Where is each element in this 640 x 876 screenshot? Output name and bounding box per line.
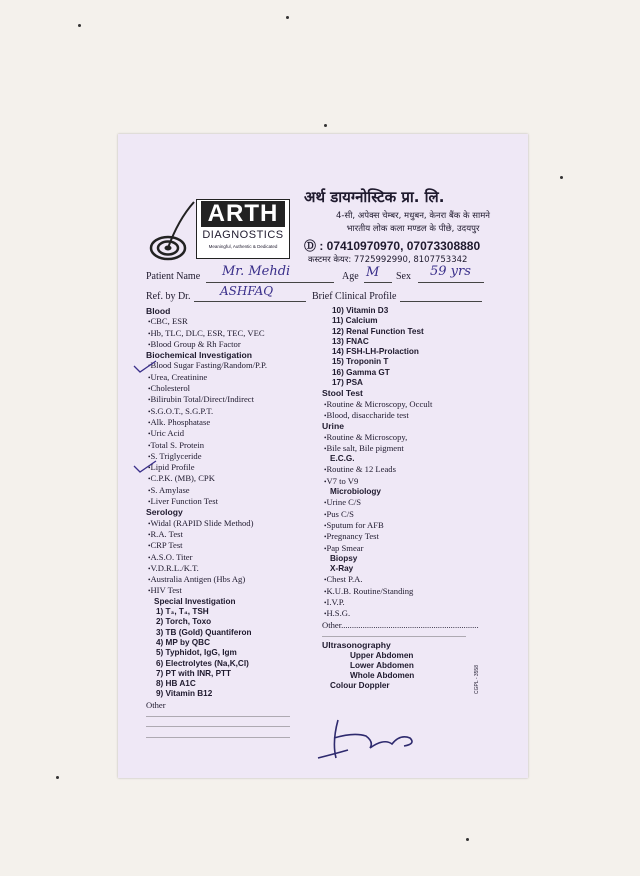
tick-mark-icon (132, 460, 158, 474)
test-item: • R.A. Test (146, 529, 336, 540)
test-item: • Cholesterol (146, 383, 336, 394)
test-item: • Liver Function Test (146, 496, 336, 507)
test-item: Other................................................................ (322, 619, 479, 630)
right-test-list (322, 306, 522, 692)
test-item: 7) PT with INR, PTT (156, 668, 232, 678)
test-item: • HIV Test (146, 585, 336, 596)
test-item: • Pregnancy Test (322, 531, 522, 542)
test-item: • CBC, ESR (146, 316, 336, 327)
sex-line (418, 282, 484, 283)
test-item: Special Investigation (154, 596, 236, 606)
test-item: • Pap Smear (322, 543, 522, 554)
clinical-profile-line (400, 301, 482, 302)
test-item: Colour Doppler (330, 681, 390, 691)
test-item: • Lipid Profile (146, 462, 336, 473)
blank-line: ........................................................................ (322, 629, 466, 639)
address-line: 4-सी, अपेक्स चेम्बर, मधुबन, केनरा बैंक के सामने (335, 211, 491, 221)
test-item: • Blood, disaccharide test (322, 410, 522, 421)
speck (286, 16, 289, 19)
test-item: X-Ray (330, 564, 354, 574)
prescription-form (118, 134, 528, 778)
age-line (364, 282, 392, 283)
test-item: 3) TB (Gold) Quantiferon (156, 627, 252, 637)
ref-doctor-line (194, 301, 306, 302)
test-item: • CRP Test (146, 540, 336, 551)
test-item: • Chest P.A. (322, 574, 522, 585)
section-heading: Ultrasonography (322, 640, 391, 651)
test-item: 15) Troponin T (332, 357, 389, 367)
speck (560, 176, 563, 179)
patient-name-label: Patient Name (146, 271, 201, 282)
clinical-profile-label: Brief Clinical Profile (312, 291, 397, 302)
patient-name-value[interactable]: Mr. Mehdi (222, 264, 291, 279)
test-item: 13) FNAC (332, 336, 369, 346)
doctor-signature (314, 714, 424, 764)
test-item: • Alk. Phosphatase (146, 417, 336, 428)
test-item: • Urine C/S (322, 497, 522, 508)
test-item: • Bile salt, Bile pigment (322, 443, 522, 454)
speck (466, 838, 469, 841)
patient-name-line (206, 282, 334, 283)
test-item: 12) Renal Function Test (332, 326, 424, 336)
section-heading: Blood (146, 306, 171, 316)
sex-value[interactable]: 59 yrs (430, 264, 471, 279)
ref-doctor-value[interactable]: ASHFAQ (220, 284, 274, 298)
test-item: • Widal (RAPID Slide Method) (146, 518, 336, 529)
test-item: 10) Vitamin D3 (332, 306, 389, 315)
test-item: • Blood Sugar Fasting/Random/P.P. (146, 360, 336, 371)
test-item: • Routine & Microscopy, (322, 432, 522, 443)
lab-phone: Ⓓ : 07410970970, 07073308880 (304, 239, 481, 253)
test-item: • S. Amylase (146, 485, 336, 496)
test-item: Upper Abdomen (350, 650, 414, 660)
test-item: • Sputum for AFB (322, 520, 522, 531)
brand-logo (196, 199, 290, 259)
section-heading: Serology (146, 507, 183, 518)
logo-tagline: Meaningful, Authentic & Dedicated (208, 244, 278, 249)
test-item: 5) Typhidot, IgG, Igm (156, 648, 237, 658)
lab-address (300, 210, 526, 236)
speck (56, 776, 59, 779)
test-item: Whole Abdomen (350, 671, 415, 681)
test-item: • Hb, TLC, DLC, ESR, TEC, VEC (146, 328, 336, 339)
test-item: 4) MP by QBC (156, 637, 210, 647)
age-label: Age (342, 271, 359, 282)
section-heading: Biochemical Investigation (146, 350, 253, 361)
test-item: • Australia Antigen (Hbs Ag) (146, 574, 336, 585)
tick-mark-icon (132, 360, 158, 374)
ref-doctor-label: Ref. by Dr. (146, 291, 191, 302)
test-item: • Bilirubin Total/Direct/Indirect (146, 394, 336, 405)
test-item: 17) PSA (332, 378, 363, 388)
test-item: 16) Gamma GT (332, 367, 390, 377)
blank-line: ........................................................................ (146, 730, 290, 740)
test-item: • Blood Group & Rh Factor (146, 339, 336, 350)
speck (78, 24, 81, 27)
test-item: • Routine & 12 Leads (322, 464, 522, 475)
test-item: 1) T₃, T₄, TSH (156, 607, 209, 617)
test-item: • C.P.K. (MB), CPK (146, 473, 336, 484)
speck (324, 124, 327, 127)
logo-subtitle: DIAGNOSTICS (202, 229, 284, 241)
test-item: • S.G.O.T., S.G.P.T. (146, 406, 336, 417)
test-item: Microbiology (330, 487, 381, 497)
test-item: • Total S. Protein (146, 440, 336, 451)
age-value[interactable]: M (366, 265, 380, 280)
test-item: • I.V.P. (322, 597, 522, 608)
logo-name: ARTH (201, 201, 285, 227)
test-item: • S. Triglyceride (146, 451, 336, 462)
test-item: E.C.G. (330, 454, 355, 464)
sex-label: Sex (396, 271, 411, 282)
test-item: • K.U.B. Routine/Standing (322, 586, 522, 597)
blank-line: ........................................................................ (146, 709, 290, 719)
test-item: 11) Calcium (332, 316, 378, 326)
test-item: 14) FSH-LH-Prolaction (332, 347, 419, 357)
test-item: • Routine & Microscopy, Occult (322, 399, 522, 410)
test-item: 9) Vitamin B12 (156, 689, 213, 699)
test-item: • H.S.G. (322, 608, 522, 619)
target-logo-icon (148, 200, 198, 262)
test-item: • A.S.O. Titer (146, 552, 336, 563)
section-heading: Urine (322, 421, 344, 432)
test-item: Biopsy (330, 553, 358, 563)
customer-care: कस्टमर केयर: 7725992990, 8107753342 (308, 255, 468, 265)
form-code: CGPL - 3558 (474, 665, 480, 694)
test-item: • V.D.R.L./K.T. (146, 563, 336, 574)
lab-name-hindi: अर्थ डायग्नोस्टिक प्रा. लि. (304, 188, 445, 206)
test-item: 6) Electrolytes (Na,K,Cl) (156, 658, 249, 668)
test-item: • Uric Acid (146, 428, 336, 439)
test-item: • V7 to V9 (322, 476, 522, 487)
test-item: • Pus C/S (322, 509, 522, 520)
test-item: • Urea, Creatinine (146, 372, 336, 383)
section-heading: Stool Test (322, 388, 363, 399)
test-item: 8) HB A1C (156, 679, 196, 689)
address-line: भारतीय लोक कला मण्डल के पीछे, उदयपुर (346, 224, 480, 234)
test-item: Lower Abdomen (350, 660, 414, 670)
blank-line: ........................................................................ (146, 720, 290, 730)
left-test-list (146, 306, 336, 741)
test-item: 2) Torch, Toxo (156, 617, 212, 627)
test-item: Other (146, 699, 166, 710)
